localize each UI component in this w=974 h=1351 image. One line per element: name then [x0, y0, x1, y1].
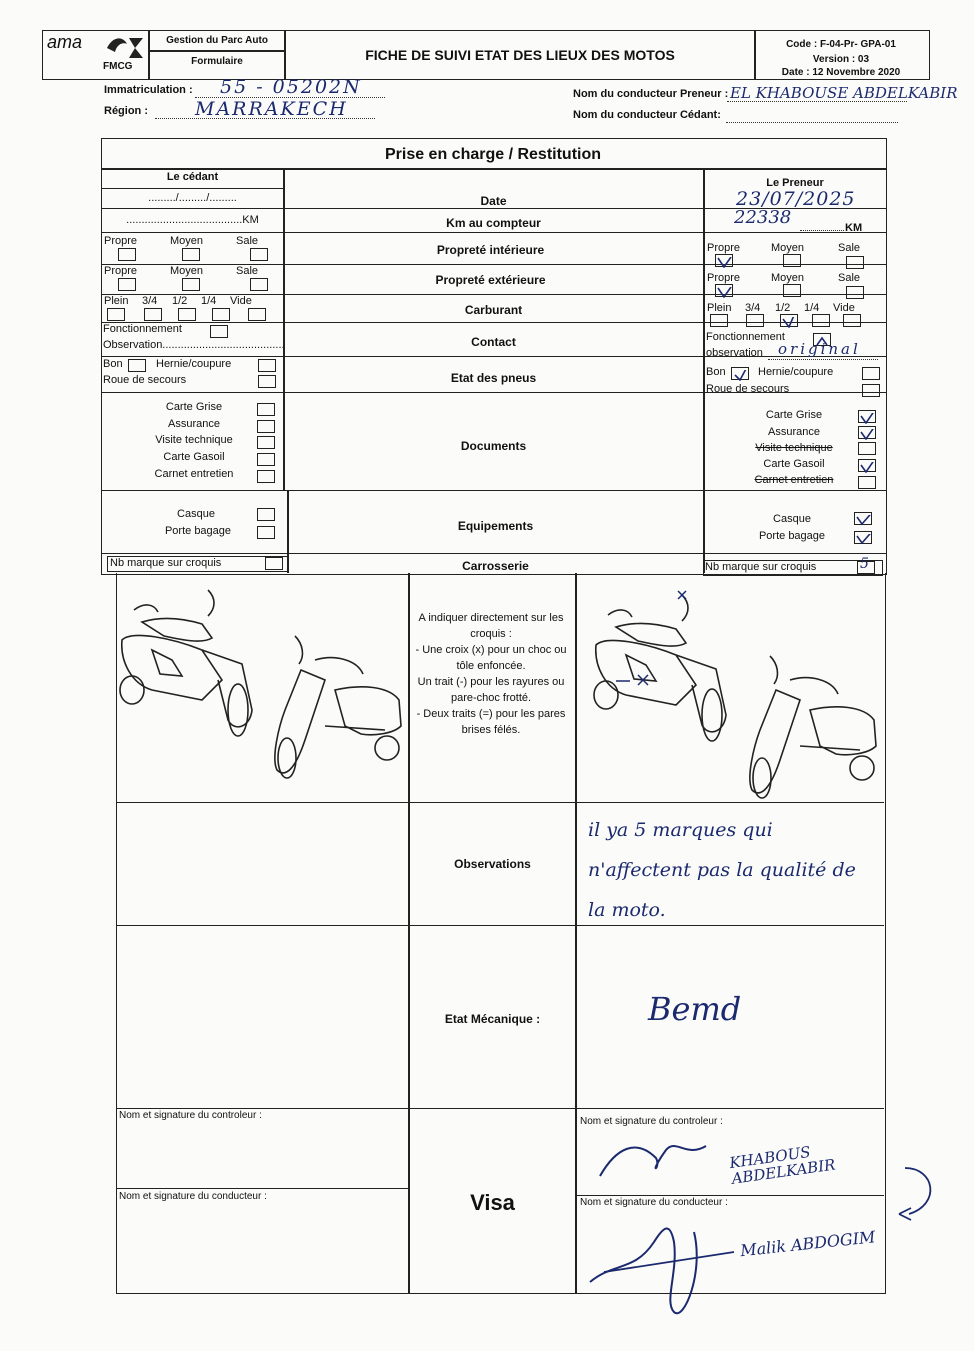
cedant-fuel-plein-checkbox[interactable]: [107, 308, 125, 321]
preneur-int-moyen: Moyen: [771, 242, 805, 254]
preneur-label: Nom du conducteur Preneur :: [573, 88, 729, 100]
row-pneus: Etat des pneus: [450, 371, 537, 385]
row-contact: Contact: [471, 335, 516, 349]
preneur-km-value[interactable]: 22338: [734, 207, 792, 228]
doc-version: Version : 03: [812, 54, 870, 65]
row-prop-ext: Propreté extérieure: [435, 273, 546, 287]
preneur-observation-value[interactable]: original: [778, 340, 861, 358]
preneur-doc-assurance: Assurance: [768, 426, 820, 438]
preneur-hernie-checkbox[interactable]: [862, 367, 880, 380]
preneur-fonctionnement: Fonctionnement: [706, 331, 785, 343]
cedant-fuel-vide: Vide: [230, 295, 252, 307]
preneur-fuel-34: 3/4: [745, 302, 761, 314]
doc-title: FICHE DE SUIVI ETAT DES LIEUX DES MOTOS: [365, 47, 675, 63]
observations-text[interactable]: il ya 5 marques qui n'affectent pas la qualité de la moto.: [588, 819, 856, 921]
preneur-fuel-plein-checkbox[interactable]: [710, 314, 728, 327]
cedant-doc-visite-checkbox[interactable]: [257, 436, 275, 449]
cedant-hernie: Hernie/coupure: [156, 358, 232, 370]
preneur-date-value[interactable]: 23/07/2025: [736, 188, 856, 210]
preneur-fuel-12: 1/2: [775, 302, 791, 314]
cedant-int-moyen-checkbox[interactable]: [182, 248, 200, 261]
scooter-sketch-left-side: [265, 630, 410, 780]
row-documents: Documents: [460, 439, 527, 453]
preneur-fuel-14-checkbox[interactable]: [812, 314, 830, 327]
preneur-fuel-plein: Plein: [707, 302, 732, 314]
cedant-ext-propre: Propre: [104, 265, 138, 277]
preneur-fuel-12-checkbox[interactable]: [780, 314, 798, 327]
dept-name: Gestion du Parc Auto: [166, 35, 268, 46]
preneur-ext-propre-checkbox[interactable]: [715, 284, 733, 297]
immat-value[interactable]: 55 - 05202N: [220, 76, 362, 98]
cedant-hernie-checkbox[interactable]: [258, 359, 276, 372]
cedant-fuel-14: 1/4: [201, 295, 217, 307]
cedant-head: Le cédant: [166, 171, 219, 183]
preneur-fuel-14: 1/4: [804, 302, 820, 314]
preneur-value[interactable]: EL KHABOUSE ABDELKABIR: [730, 84, 958, 102]
preneur-bon: Bon: [706, 366, 726, 378]
cedant-observation[interactable]: Observation........................................: [103, 339, 285, 351]
preneur-int-sale-checkbox[interactable]: [846, 256, 864, 269]
cedant-date-field[interactable]: ........./........./.........: [148, 192, 237, 204]
row-etat-meca: Etat Mécanique :: [444, 1012, 541, 1026]
region-value[interactable]: MARRAKECH: [195, 98, 348, 120]
preneur-equip-porte-bagage: Porte bagage: [758, 530, 826, 542]
cedant-doc-carte-grise: Carte Grise: [165, 401, 223, 413]
cedant-int-propre: Propre: [104, 235, 138, 247]
scooter-sketch-right-side[interactable]: [740, 650, 885, 800]
preneur-doc-gasoil: Carte Gasoil: [763, 458, 825, 470]
preneur-doc-carnet: Carnet entretien: [754, 474, 834, 486]
cedant-doc-gasoil: Carte Gasoil: [163, 451, 225, 463]
cedant-int-sale: Sale: [236, 235, 259, 247]
row-date: Date: [480, 194, 507, 208]
cedant-doc-carte-grise-checkbox[interactable]: [257, 403, 275, 416]
conducteur-name[interactable]: Malik ABDOGIM: [739, 1227, 877, 1261]
cedant-ext-moyen: Moyen: [170, 265, 204, 277]
preneur-equip-porte-bagage-checkbox[interactable]: [854, 531, 872, 544]
preneur-ext-moyen: Moyen: [771, 272, 805, 284]
logo-mark-icon: [105, 34, 145, 60]
cedant-ext-propre-checkbox[interactable]: [118, 278, 136, 291]
preneur-ext-sale-checkbox[interactable]: [846, 286, 864, 299]
form-type: Formulaire: [191, 56, 243, 67]
row-visa: Visa: [470, 1190, 515, 1215]
cedant-nb-marque-box[interactable]: [265, 557, 283, 570]
preneur-equip-casque-checkbox[interactable]: [854, 512, 872, 525]
instruction-4: - Deux traits (=) pour les pares brises félés.: [416, 708, 566, 736]
preneur-int-propre-checkbox[interactable]: [715, 254, 733, 267]
logo-text: ama: [47, 32, 83, 52]
cedant-km-field[interactable]: ......................................KM: [126, 214, 259, 226]
cedant-equip-casque: Casque: [177, 508, 215, 520]
preneur-doc-visite: Visite technique: [755, 442, 833, 454]
preneur-doc-carte-grise-checkbox[interactable]: [858, 410, 876, 423]
cedant-sig-conducteur: Nom et signature du conducteur :: [119, 1191, 267, 1202]
cedant-int-propre-checkbox[interactable]: [118, 248, 136, 261]
cedant-doc-gasoil-checkbox[interactable]: [257, 453, 275, 466]
cedant-doc-carnet-checkbox[interactable]: [257, 470, 275, 483]
cedant-roue: Roue de secours: [103, 374, 187, 386]
preneur-km-suffix: KM: [845, 222, 863, 234]
preneur-bon-checkbox[interactable]: [731, 367, 749, 380]
row-carburant: Carburant: [464, 303, 523, 317]
row-km: Km au compteur: [446, 216, 541, 230]
preneur-ext-sale: Sale: [838, 272, 861, 284]
instruction-3: Un trait (-) pour les rayures ou pare-choc frotté.: [417, 676, 565, 704]
preneur-fuel-34-checkbox[interactable]: [746, 314, 764, 327]
cedant-doc-carnet: Carnet entretien: [154, 468, 234, 480]
cedant-fonctionnement: Fonctionnement: [103, 323, 182, 335]
preneur-int-moyen-checkbox[interactable]: [783, 254, 801, 267]
preneur-hernie: Hernie/coupure: [758, 366, 834, 378]
cedant-fuel-12: 1/2: [172, 295, 188, 307]
arrow-annotation-icon: [895, 1164, 945, 1224]
controleur-signature[interactable]: [596, 1128, 716, 1188]
preneur-ext-moyen-checkbox[interactable]: [783, 284, 801, 297]
preneur-roue-checkbox[interactable]: [862, 384, 880, 397]
table-title: Prise en charge / Restitution: [384, 146, 602, 163]
cedant-fonctionnement-checkbox[interactable]: [210, 325, 228, 338]
cedant-sig-controleur: Nom et signature du controleur :: [119, 1110, 262, 1121]
conducteur-signature[interactable]: [584, 1212, 764, 1322]
region-label: Région :: [104, 105, 148, 117]
preneur-int-sale: Sale: [838, 242, 861, 254]
preneur-nb-marque: Nb marque sur croquis: [705, 561, 817, 573]
preneur-int-propre: Propre: [707, 242, 741, 254]
preneur-doc-visite-checkbox[interactable]: [858, 442, 876, 455]
preneur-fuel-vide-checkbox[interactable]: [843, 314, 861, 327]
preneur-head: Le Preneur: [766, 177, 824, 189]
immat-label: Immatriculation :: [104, 84, 193, 96]
preneur-sig-controleur: Nom et signature du controleur :: [580, 1116, 723, 1127]
cedant-int-moyen: Moyen: [170, 235, 204, 247]
doc-code: Code : F-04-Pr- GPA-01: [786, 39, 896, 50]
logo-sub: FMCG: [103, 61, 133, 72]
cedant-ext-sale: Sale: [236, 265, 259, 277]
cedant-roue-checkbox[interactable]: [258, 375, 276, 388]
instruction-1: A indiquer directement sur les croquis :: [418, 612, 564, 640]
preneur-doc-gasoil-checkbox[interactable]: [858, 459, 876, 472]
doc-date: Date : 12 Novembre 2020: [781, 67, 901, 78]
cedant-fuel-12-checkbox[interactable]: [178, 308, 196, 321]
company-logo: [45, 32, 145, 76]
cedant-bon: Bon: [103, 358, 123, 370]
cedant-equip-casque-checkbox[interactable]: [257, 508, 275, 521]
cedant-ext-moyen-checkbox[interactable]: [182, 278, 200, 291]
preneur-doc-carte-grise: Carte Grise: [765, 409, 823, 421]
cedant-doc-assurance: Assurance: [168, 418, 220, 430]
preneur-roue: Roue de secours: [706, 383, 790, 395]
preneur-nb-marque-value[interactable]: 5: [860, 556, 869, 572]
controleur-name[interactable]: KHABOUS ABDELKABIR: [728, 1142, 837, 1188]
row-prop-int: Propreté intérieure: [436, 243, 545, 257]
preneur-ext-propre: Propre: [707, 272, 741, 284]
cedant-fuel-vide-checkbox[interactable]: [248, 308, 266, 321]
preneur-doc-assurance-checkbox[interactable]: [858, 426, 876, 439]
cedant-equip-porte-bagage-checkbox[interactable]: [257, 526, 275, 539]
preneur-observation-label: observation: [706, 347, 763, 359]
preneur-doc-carnet-checkbox[interactable]: [858, 476, 876, 489]
preneur-sig-conducteur: Nom et signature du conducteur :: [580, 1197, 728, 1208]
scooter-sketch-right-front[interactable]: [586, 585, 736, 745]
cedant-fuel-34: 3/4: [142, 295, 158, 307]
cedant-ext-sale-checkbox[interactable]: [250, 278, 268, 291]
meca-signature[interactable]: Bemd: [648, 990, 742, 1028]
preneur-fuel-vide: Vide: [833, 302, 855, 314]
instruction-2: - Une croix (x) pour un choc ou tôle enfoncée.: [415, 644, 567, 672]
instructions: [410, 610, 572, 738]
scooter-sketch-left-front: [112, 580, 262, 740]
cedant-int-sale-checkbox[interactable]: [250, 248, 268, 261]
cedant-bon-checkbox[interactable]: [128, 359, 146, 372]
cedant-fuel-plein: Plein: [104, 295, 129, 307]
cedant-fuel-34-checkbox[interactable]: [144, 308, 162, 321]
cedant-nb-marque: Nb marque sur croquis: [110, 557, 222, 569]
row-carrosserie: Carrosserie: [462, 559, 529, 573]
cedant-equip-porte-bagage: Porte bagage: [164, 525, 232, 537]
row-observations: Observations: [454, 857, 531, 871]
preneur-equip-casque: Casque: [773, 513, 811, 525]
cedant-fuel-14-checkbox[interactable]: [212, 308, 230, 321]
row-equipements: Equipements: [457, 519, 534, 533]
cedant-doc-assurance-checkbox[interactable]: [257, 420, 275, 433]
cedant-label: Nom du conducteur Cédant:: [573, 109, 721, 121]
cedant-doc-visite: Visite technique: [155, 434, 233, 446]
